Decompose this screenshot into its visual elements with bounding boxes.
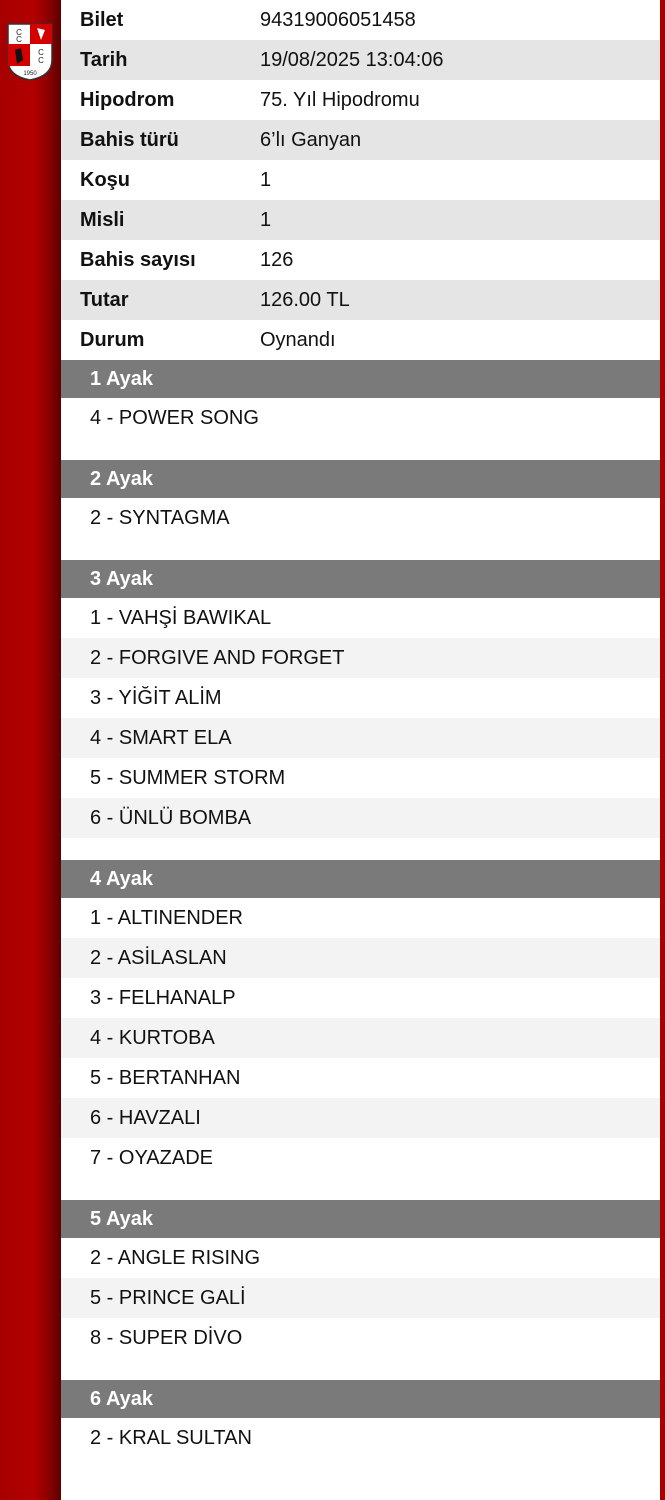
leg-header: 1 Ayak: [61, 360, 660, 398]
leg-header: 4 Ayak: [61, 860, 660, 898]
info-value: 1: [260, 168, 272, 191]
horse-row: 2 - SYNTAGMA: [90, 506, 230, 529]
info-label: Durum: [80, 328, 145, 351]
horse-row: 1 - VAHŞİ BAWIKAL: [90, 606, 272, 629]
svg-text:C: C: [16, 28, 22, 37]
horse-row: 5 - SUMMER STORM: [90, 766, 286, 789]
leg-header: 6 Ayak: [61, 1380, 660, 1418]
horse-row: 3 - YİĞİT ALİM: [90, 686, 222, 709]
info-row: [61, 320, 660, 360]
horse-row: 4 - KURTOBA: [61, 1018, 660, 1058]
horse-row: 2 - KRAL SULTAN: [90, 1426, 252, 1449]
right-edge: [660, 0, 665, 1500]
info-value: 6’lı Ganyan: [260, 128, 362, 151]
ticket-detail: [61, 0, 660, 1480]
horse-row: 4 - POWER SONG: [90, 406, 259, 429]
info-value: 126: [260, 248, 294, 271]
leg-header: 3 Ayak: [61, 560, 660, 598]
info-label: Tutar: [80, 288, 129, 311]
sidebar: [0, 0, 61, 1500]
info-row: [61, 120, 660, 160]
horse-row: 2 - ANGLE RISING: [90, 1246, 261, 1269]
info-row: [61, 80, 660, 120]
info-label: Misli: [80, 208, 125, 231]
leg-spacer: [61, 1458, 660, 1480]
horse-row: 7 - OYAZADE: [90, 1146, 213, 1169]
svg-text:C: C: [38, 56, 44, 65]
info-row: [61, 200, 660, 240]
info-row: [61, 0, 660, 40]
info-label: Tarih: [80, 48, 128, 71]
ticket-info-table: [61, 0, 660, 360]
horse-row: 2 - FORGIVE AND FORGET: [61, 638, 660, 678]
svg-text:C: C: [38, 48, 44, 57]
info-label: Bahis türü: [80, 128, 179, 151]
info-value: 126.00 TL: [260, 288, 350, 311]
info-value: 1: [260, 208, 272, 231]
info-row: [61, 40, 660, 80]
leg-spacer: [61, 538, 660, 560]
info-label: Bahis sayısı: [80, 248, 196, 271]
leg-spacer: [61, 838, 660, 860]
leg-spacer: [61, 438, 660, 460]
horse-row: 6 - ÜNLÜ BOMBA: [61, 798, 660, 838]
svg-text:C: C: [16, 35, 22, 44]
horse-row: 5 - PRINCE GALİ: [61, 1278, 660, 1318]
horse-row: 6 - HAVZALI: [61, 1098, 660, 1138]
horse-row: 4 - SMART ELA: [61, 718, 660, 758]
horse-row: 5 - BERTANHAN: [90, 1066, 241, 1089]
info-row: [61, 280, 660, 320]
horse-row: 3 - FELHANALP: [90, 986, 236, 1009]
horse-row: 2 - ASİLASLAN: [61, 938, 660, 978]
info-label: Koşu: [80, 168, 130, 191]
club-logo-icon: [5, 20, 55, 82]
horse-row: 8 - SUPER DİVO: [90, 1326, 243, 1349]
info-value: 75. Yıl Hipodromu: [260, 88, 420, 111]
svg-text:1950: 1950: [23, 71, 37, 77]
info-label: Bilet: [80, 8, 124, 31]
info-value: Oynandı: [260, 328, 336, 351]
horse-row: 1 - ALTINENDER: [90, 906, 243, 929]
legs-list: [61, 360, 660, 1480]
leg-header: 5 Ayak: [61, 1200, 660, 1238]
info-label: Hipodrom: [80, 88, 175, 111]
info-row: [61, 240, 660, 280]
info-row: [61, 160, 660, 200]
leg-spacer: [61, 1178, 660, 1200]
leg-header: 2 Ayak: [61, 460, 660, 498]
leg-spacer: [61, 1358, 660, 1380]
info-value: 94319006051458: [260, 8, 416, 31]
info-value: 19/08/2025 13:04:06: [260, 48, 444, 71]
